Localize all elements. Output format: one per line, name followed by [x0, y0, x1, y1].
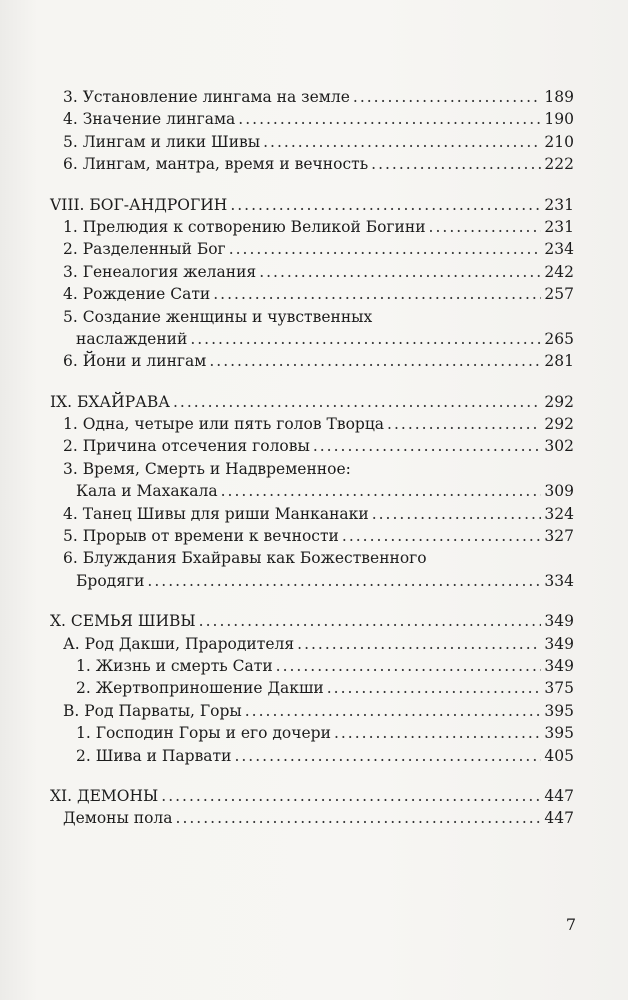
toc-entry: [50, 238, 574, 260]
toc-entry-title: 6. Блуждания Бхайравы как Божественного: [63, 549, 427, 568]
toc-entry-title: X. СЕМЬЯ ШИВЫ: [50, 612, 196, 631]
page-number: 7: [565, 915, 576, 934]
toc-entry: [50, 655, 574, 677]
toc-entry-page: 231: [544, 217, 574, 236]
toc-leader-dots: [276, 655, 542, 677]
toc-entry: [50, 435, 574, 457]
toc-entry-title: 6. Лингам, мантра, время и вечность: [63, 155, 369, 174]
toc-entry-page: 349: [544, 612, 574, 631]
toc-entry-page: 234: [544, 240, 574, 259]
toc-leader-dots: [221, 480, 542, 502]
toc-entry-title: 6. Йони и лингам: [63, 352, 207, 371]
toc-entry-title: Демоны пола: [63, 809, 173, 828]
toc-entry-title: 3. Время, Смерть и Надвременное:: [63, 459, 351, 478]
toc-entry-title: Кала и Махакала: [76, 482, 218, 501]
toc-entry: [50, 458, 574, 480]
toc-entry-page: 302: [544, 437, 574, 456]
toc-chapter: [50, 391, 574, 413]
toc-entry-title: 5. Прорыв от времени к вечности: [63, 527, 339, 546]
toc-entry: [50, 633, 574, 655]
toc-entry: [50, 413, 574, 435]
toc-entry-title: В. Род Парваты, Горы: [63, 701, 242, 720]
toc-chapter: [50, 610, 574, 632]
toc-leader-dots: [161, 785, 541, 807]
toc-entry-page: 189: [544, 88, 574, 106]
toc-leader-dots: [213, 283, 541, 305]
toc-entry-page: 292: [544, 392, 574, 411]
toc-entry: [50, 480, 574, 502]
toc-leader-dots: [429, 216, 542, 238]
toc-entry: [50, 570, 574, 592]
toc-entry: [50, 261, 574, 283]
toc-entry-page: 334: [544, 571, 574, 590]
toc-entry: [50, 700, 574, 722]
toc-entry: [50, 525, 574, 547]
toc-leader-dots: [327, 677, 542, 699]
toc-entry-page: 309: [544, 482, 574, 501]
toc-leader-dots: [372, 503, 542, 525]
toc-entry-page: 281: [544, 352, 574, 371]
toc-leader-dots: [334, 722, 541, 744]
toc-entry-title: IX. БХАЙРАВА: [50, 392, 170, 411]
toc-entry: [50, 807, 574, 829]
toc-entry-title: 2. Разделенный Бог: [63, 240, 226, 259]
toc-entry: [50, 677, 574, 699]
toc-entry-page: 327: [544, 527, 574, 546]
toc-entry-page: 190: [544, 110, 574, 129]
toc-entry-title: 4. Танец Шивы для риши Манканаки: [63, 504, 369, 523]
toc-entry-page: 447: [544, 809, 574, 828]
toc-entry: [50, 86, 574, 108]
toc-entry-title: 4. Значение лингама: [63, 110, 236, 129]
toc-entry: [50, 547, 574, 569]
toc-leader-dots: [229, 238, 542, 260]
toc-chapter: [50, 194, 574, 216]
toc-entry-title: 3. Генеалогия желания: [63, 262, 257, 281]
toc-leader-dots: [147, 570, 541, 592]
toc-entry: [50, 350, 574, 372]
toc-entry-page: 349: [544, 634, 574, 653]
toc-entry-page: 257: [544, 285, 574, 304]
toc-entry-title: 2. Причина отсечения головы: [63, 437, 310, 456]
toc-entry: [50, 722, 574, 744]
toc-leader-dots: [297, 633, 541, 655]
toc-entry-page: 210: [544, 132, 574, 151]
toc-leader-dots: [190, 328, 541, 350]
toc-entry-title: 4. Рождение Сати: [63, 285, 211, 304]
toc-entry-page: 405: [544, 746, 574, 765]
toc-entry-title: 1. Прелюдия к сотворению Великой Богини: [63, 217, 426, 236]
toc-entry-title: 5. Лингам и лики Шивы: [63, 132, 261, 151]
toc-entry-title: 5. Создание женщины и чувственных: [63, 307, 373, 326]
toc-entry: [50, 131, 574, 153]
toc-leader-dots: [263, 131, 541, 153]
toc-entry: [50, 328, 574, 350]
toc-entry-title: VIII. БОГ-АНДРОГИН: [50, 195, 228, 214]
toc-entry-title: наслаждений: [76, 329, 188, 348]
toc-entry-title: 2. Шива и Парвати: [76, 746, 232, 765]
toc-leader-dots: [313, 435, 542, 457]
toc-entry-page: 395: [544, 701, 574, 720]
toc-entry-page: 242: [544, 262, 574, 281]
toc-leader-dots: [371, 153, 541, 175]
toc-entry-page: 324: [544, 504, 574, 523]
toc-entry-page: 349: [544, 656, 574, 675]
toc-leader-dots: [245, 700, 542, 722]
toc-entry-title: XI. ДЕМОНЫ: [50, 786, 159, 805]
toc-entry-title: 2. Жертвоприношение Дакши: [76, 679, 324, 698]
toc-leader-dots: [199, 610, 542, 632]
toc-entry-title: А. Род Дакши, Прародителя: [63, 634, 295, 653]
toc-entry-page: 447: [544, 786, 574, 805]
toc-entry: [50, 108, 574, 130]
toc-entry: [50, 306, 574, 328]
toc-entry-title: 3. Установление лингама на земле: [63, 88, 350, 106]
toc-leader-dots: [230, 194, 541, 216]
toc-leader-dots: [387, 413, 541, 435]
table-of-contents: [50, 86, 574, 830]
toc-leader-dots: [259, 261, 541, 283]
toc-leader-dots: [176, 807, 542, 829]
toc-leader-dots: [353, 86, 542, 108]
toc-entry-title: 1. Одна, четыре или пять голов Творца: [63, 415, 385, 434]
toc-leader-dots: [209, 350, 541, 372]
toc-chapter: [50, 785, 574, 807]
toc-entry: [50, 745, 574, 767]
toc-leader-dots: [238, 108, 541, 130]
toc-leader-dots: [173, 391, 541, 413]
toc-entry-title: Бродяги: [76, 571, 145, 590]
toc-leader-dots: [342, 525, 542, 547]
toc-entry-page: 222: [544, 155, 574, 174]
toc-entry-title: 1. Жизнь и смерть Сати: [76, 656, 273, 675]
toc-entry-page: 265: [544, 329, 574, 348]
toc-entry-title: 1. Господин Горы и его дочери: [76, 724, 331, 743]
toc-entry-page: 375: [544, 679, 574, 698]
toc-entry: [50, 503, 574, 525]
toc-entry-page: 292: [544, 415, 574, 434]
toc-entry-page: 231: [544, 195, 574, 214]
toc-entry-page: 395: [544, 724, 574, 743]
toc-entry: [50, 153, 574, 175]
toc-leader-dots: [234, 745, 541, 767]
toc-entry: [50, 283, 574, 305]
toc-entry: [50, 216, 574, 238]
